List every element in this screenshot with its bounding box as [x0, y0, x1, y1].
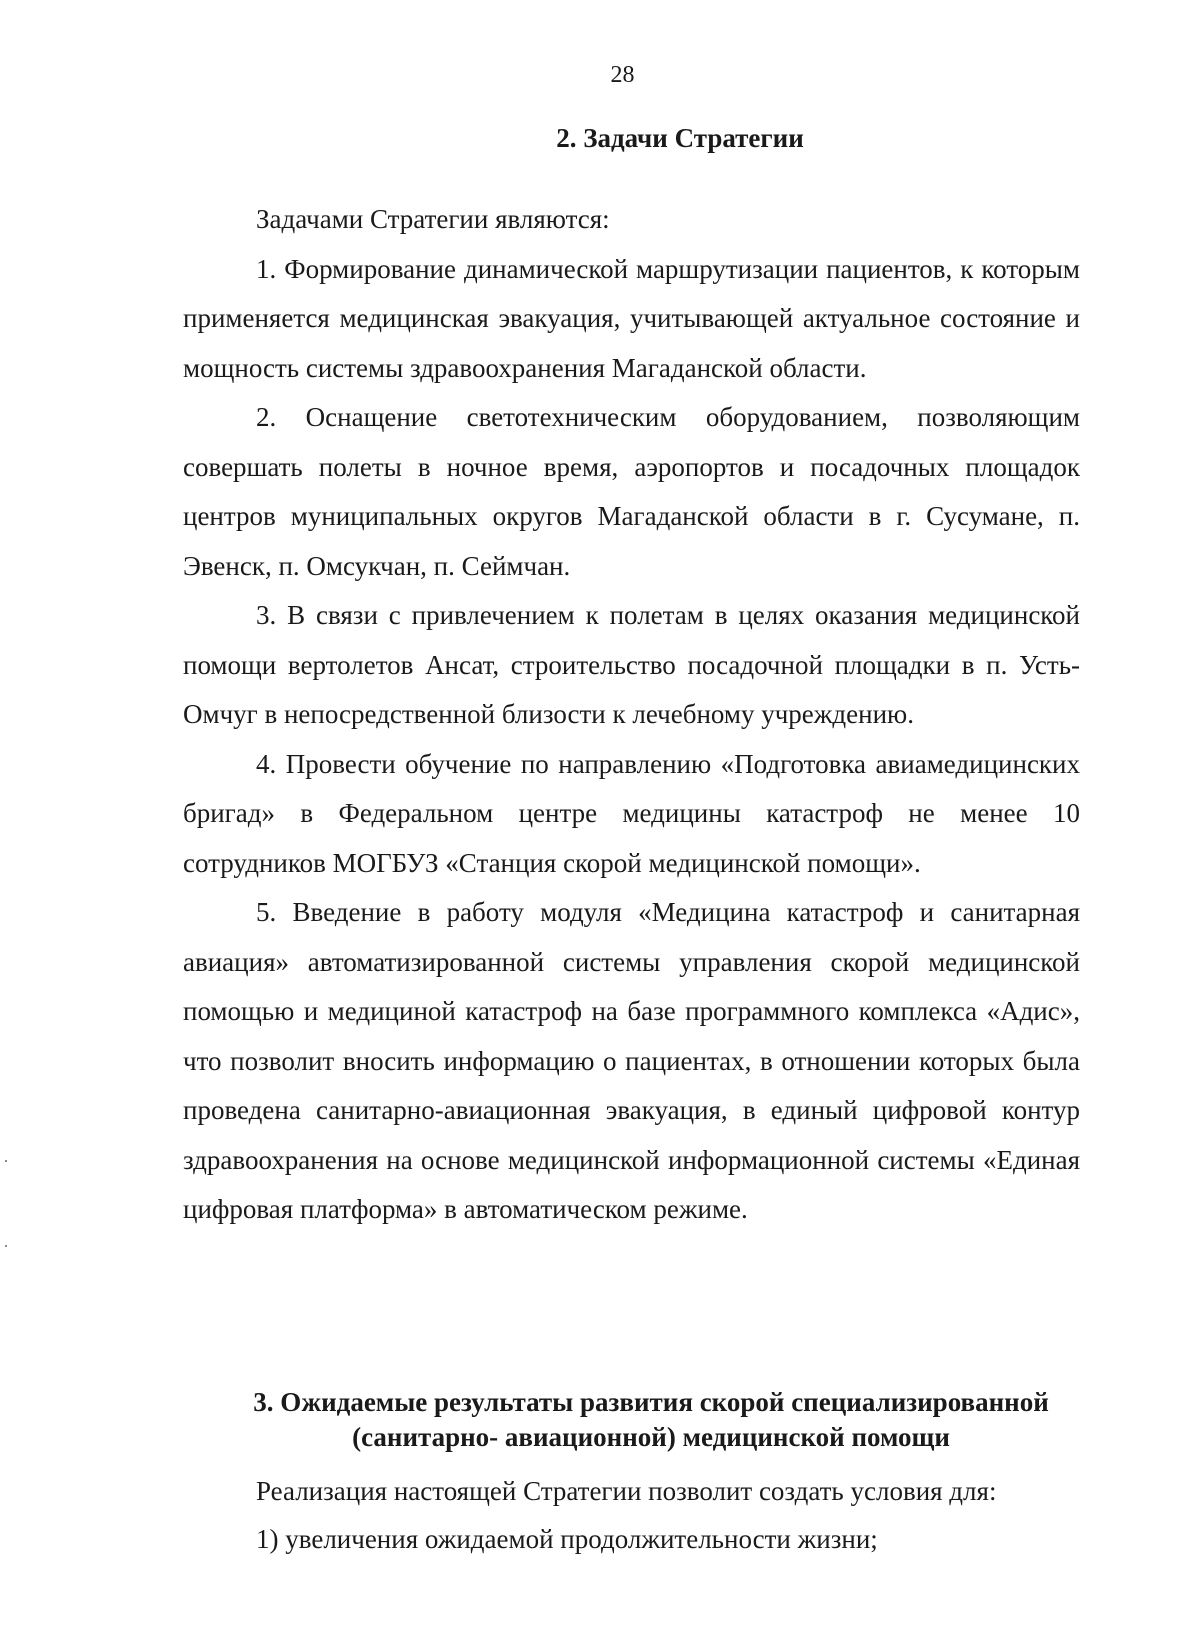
task-item-2: 2. Оснащение светотехническим оборудованием, позволяющим совершать полеты в ночное время, аэропортов и посадочных площадок центров муниципальных округов Магаданской области в г. Сусумане, п. Эвенск, п. Омсукчан, п. Сеймчан.	[183, 402, 1080, 581]
section-heading-results-line2: (санитарно- авиационной) медицинской помощи	[352, 1422, 950, 1452]
results-item-1: 1) увеличения ожидаемой продолжительности жизни;	[256, 1524, 878, 1554]
section-heading-results-line1: 3. Ожидаемые результаты развития скорой специализированной	[253, 1387, 1049, 1417]
scan-speck	[5, 1245, 7, 1247]
section-heading-results	[176, 1385, 1126, 1455]
task-item-5: 5. Введение в работу модуля «Медицина катастроф и санитарная авиация» автоматизированной системы управления скорой медицинской помощью и медициной катастроф на базе программного комплекса «Адис», что позволит вносить информацию о пациентах, в отношении которых была проведена санитарно-авиационная эвакуация, в единый цифровой контур здравоохранения на основе медицинской информационной системы «Единая цифровая платформа» в автоматическом режиме.	[183, 897, 1080, 1224]
page-number: 28	[610, 62, 635, 88]
task-item-4: 4. Провести обучение по направлению «Подготовка авиамедицинских бригад» в Федеральном центре медицины катастроф не менее 10 сотрудников МОГБУЗ «Станция скорой медицинской помощи».	[183, 748, 1080, 878]
section-intro: Задачами Стратегии являются:	[256, 204, 610, 234]
results-intro: Реализация настоящей Стратегии позволит создать условия для:	[256, 1476, 997, 1506]
section-heading-tasks: 2. Задачи Стратегии	[556, 123, 804, 153]
section-body-results	[183, 1467, 1080, 1563]
task-item-1: 1. Формирование динамической маршрутизации пациентов, к которым применяется медицинская эвакуация, учитывающей актуальное состояние и мощность системы здравоохранения Магаданской области.	[183, 253, 1080, 383]
scan-speck	[5, 1160, 7, 1162]
section-body-tasks	[183, 195, 1080, 1235]
task-item-3: 3. В связи с привлечением к полетам в целях оказания медицинской помощи вертолетов Ансат, строительство посадочной площадки в п. Усть-Омчуг в непосредственной близости к лечебному учреждению.	[183, 600, 1080, 729]
